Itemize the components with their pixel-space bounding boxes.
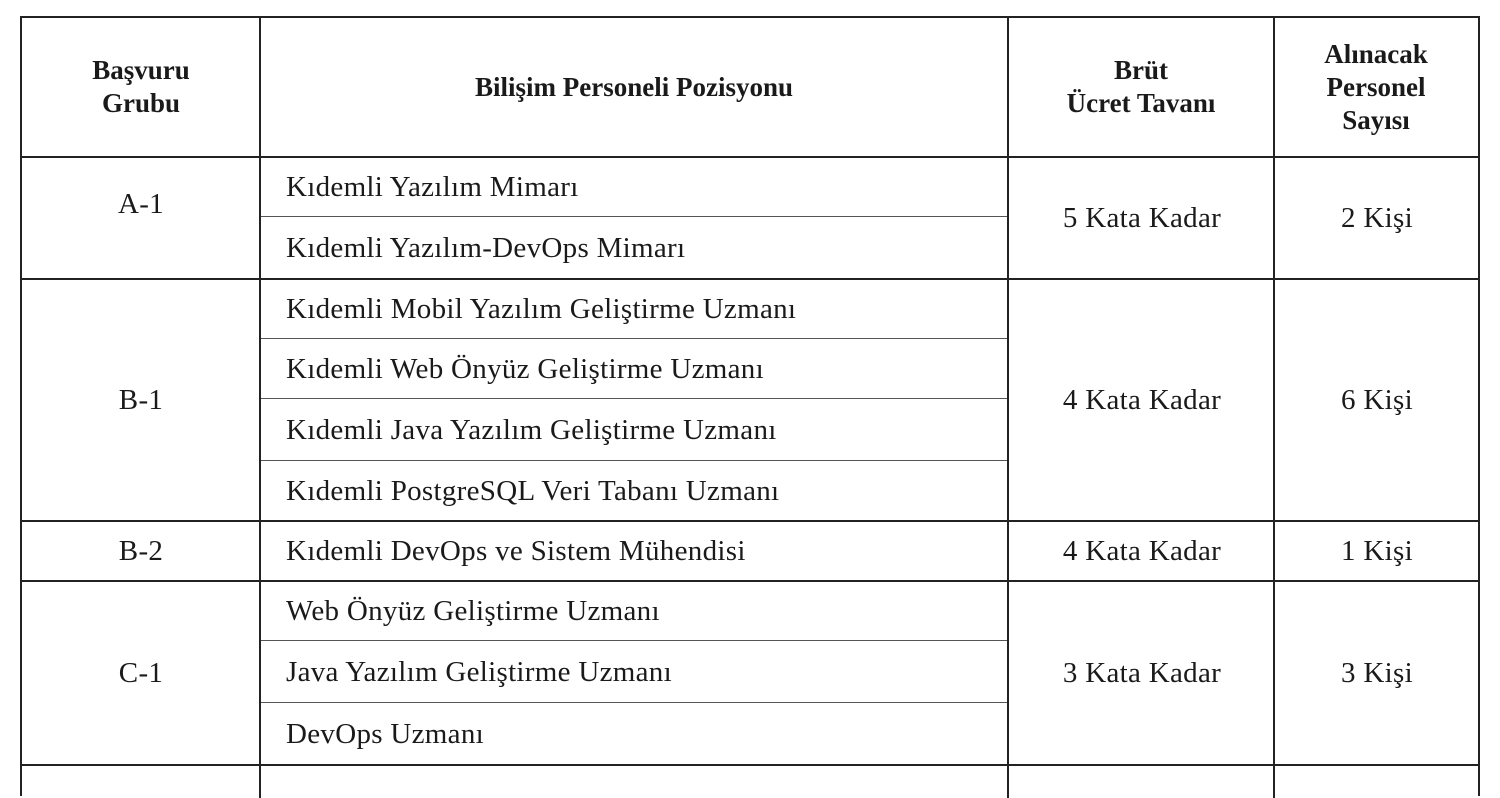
salary-c1: 3 Kata Kadar <box>1062 656 1222 689</box>
grid-line <box>261 338 1007 339</box>
grid-line <box>22 764 1478 766</box>
position-row: Kıdemli Mobil Yazılım Geliştirme Uzmanı <box>286 292 797 325</box>
header-group: Başvuru Grubu <box>92 55 190 118</box>
group-code-c1: C-1 <box>118 656 164 689</box>
position-row: Web Önyüz Geliştirme Uzmanı <box>286 594 660 627</box>
grid-line <box>261 640 1007 641</box>
group-code-b2: B-2 <box>118 534 164 567</box>
count-b2: 1 Kişi <box>1341 534 1413 567</box>
salary-b2: 4 Kata Kadar <box>1062 534 1222 567</box>
grid-line <box>22 520 1478 522</box>
grid-line <box>22 156 1478 158</box>
header-count: Alınacak Personel Sayısı <box>1324 38 1428 135</box>
grid-line <box>1007 18 1009 798</box>
grid-line <box>259 18 261 798</box>
position-row: Kıdemli Web Önyüz Geliştirme Uzmanı <box>286 352 764 385</box>
grid-line <box>261 460 1007 461</box>
count-b1: 6 Kişi <box>1341 383 1413 416</box>
grid-line <box>261 398 1007 399</box>
group-code-a1: A-1 <box>117 187 164 220</box>
grid-line <box>22 580 1478 582</box>
grid-line <box>22 278 1478 280</box>
positions-table <box>20 16 1480 796</box>
position-row: Kıdemli DevOps ve Sistem Mühendisi <box>286 534 746 567</box>
position-row: Kıdemli PostgreSQL Veri Tabanı Uzmanı <box>286 474 780 507</box>
position-row: Kıdemli Yazılım Mimarı <box>286 170 579 203</box>
header-salary: Brüt Ücret Tavanı <box>1066 55 1216 118</box>
salary-a1: 5 Kata Kadar <box>1062 201 1222 234</box>
grid-line <box>261 702 1007 703</box>
grid-line <box>261 216 1007 217</box>
position-row: Kıdemli Yazılım-DevOps Mimarı <box>286 231 686 264</box>
position-row: DevOps Uzmanı <box>286 717 484 750</box>
position-row: Java Yazılım Geliştirme Uzmanı <box>286 655 672 688</box>
count-c1: 3 Kişi <box>1341 656 1413 689</box>
grid-line <box>1273 18 1275 798</box>
group-code-b1: B-1 <box>118 383 164 416</box>
salary-b1: 4 Kata Kadar <box>1062 383 1222 416</box>
header-position: Bilişim Personeli Pozisyonu <box>474 71 793 102</box>
position-row: Kıdemli Java Yazılım Geliştirme Uzmanı <box>286 413 777 446</box>
count-a1: 2 Kişi <box>1341 201 1413 234</box>
